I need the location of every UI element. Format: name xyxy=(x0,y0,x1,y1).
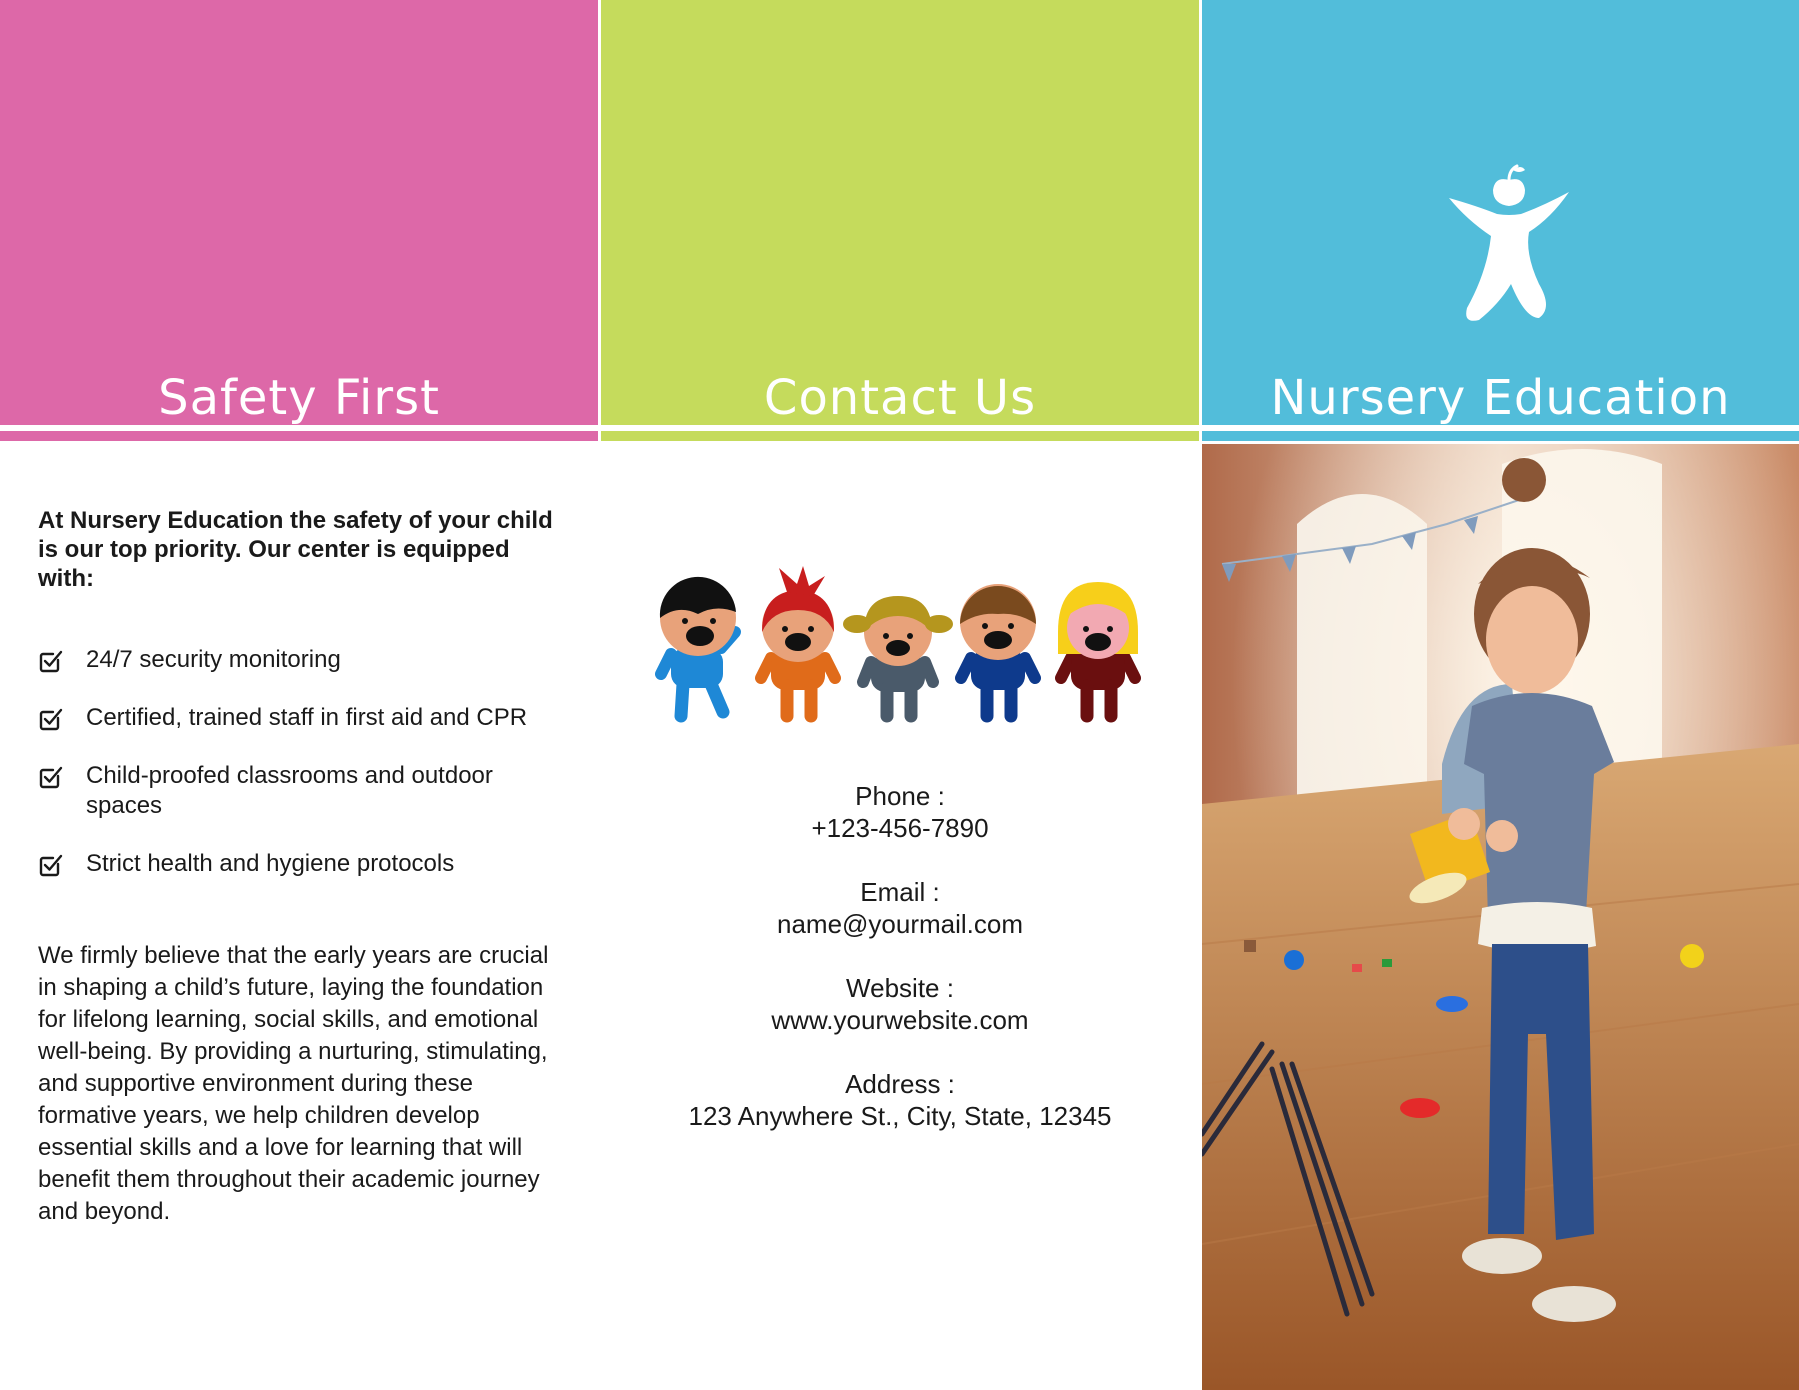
feature-text: Strict health and hygiene protocols xyxy=(86,850,455,877)
website-value: www.yourwebsite.com xyxy=(771,1005,1029,1035)
brand-header xyxy=(1202,0,1799,425)
checkbox-icon xyxy=(38,852,64,878)
phone-label: Phone : xyxy=(855,781,945,811)
checkbox-icon xyxy=(38,648,64,674)
feature-text: Certified, trained staff in first aid and CPR xyxy=(86,704,528,731)
feature-item xyxy=(38,645,568,675)
address-value: 123 Anywhere St., City, State, 12345 xyxy=(688,1101,1112,1131)
kid-maroon-icon xyxy=(1058,582,1138,716)
brand-title: Nursery Education xyxy=(1270,370,1731,427)
safety-body-text: We firmly believe that the early years are crucial in shaping a child’s future, laying the foundation for lifelong learning, social skills, and emotional well-being. By providing a nurturing, stimulating, and supportive environment during these formative years, we help children develop essential skills and a love for learning that will benefit them throughout their academic journey and beyond. xyxy=(38,942,549,1225)
panel-nursery-education xyxy=(1202,0,1799,1390)
contact-details xyxy=(601,780,1199,1164)
safety-header xyxy=(0,0,598,425)
kid-blue-icon xyxy=(660,577,736,716)
email-label: Email : xyxy=(860,877,940,907)
safety-title: Safety First xyxy=(158,370,440,427)
feature-item xyxy=(38,703,568,733)
feature-text: 24/7 security monitoring xyxy=(86,646,341,673)
brand-stripe xyxy=(1202,431,1799,441)
kid-orange-icon xyxy=(761,566,835,716)
child-with-apple-logo-icon xyxy=(1447,158,1572,328)
address-group xyxy=(601,1068,1199,1132)
checkbox-icon xyxy=(38,764,64,790)
phone-group xyxy=(601,780,1199,844)
toddler-playing-in-classroom-photo xyxy=(1202,444,1799,1390)
feature-item xyxy=(38,849,568,879)
kid-gray-icon xyxy=(843,596,953,716)
cartoon-kids-illustration xyxy=(649,566,1159,726)
phone-value: +123-456-7890 xyxy=(811,813,989,843)
contact-stripe xyxy=(601,431,1199,441)
website-label: Website : xyxy=(846,973,954,1003)
safety-feature-list xyxy=(38,645,568,879)
address-label: Address : xyxy=(845,1069,955,1099)
panel-safety-first xyxy=(0,0,598,1390)
checkbox-icon xyxy=(38,706,64,732)
contact-title: Contact Us xyxy=(763,370,1037,427)
panel-contact-us xyxy=(601,0,1199,1390)
email-value: name@yourmail.com xyxy=(776,909,1024,939)
contact-header xyxy=(601,0,1199,425)
email-group xyxy=(601,876,1199,940)
feature-item xyxy=(38,761,568,821)
website-group xyxy=(601,972,1199,1036)
safety-intro: At Nursery Education the safety of your child is our top priority. Our center is equipped with: xyxy=(38,507,553,592)
safety-stripe xyxy=(0,431,598,441)
feature-text: Child-proofed classrooms and outdoor spaces xyxy=(86,762,493,819)
kid-navy-icon xyxy=(960,584,1036,716)
